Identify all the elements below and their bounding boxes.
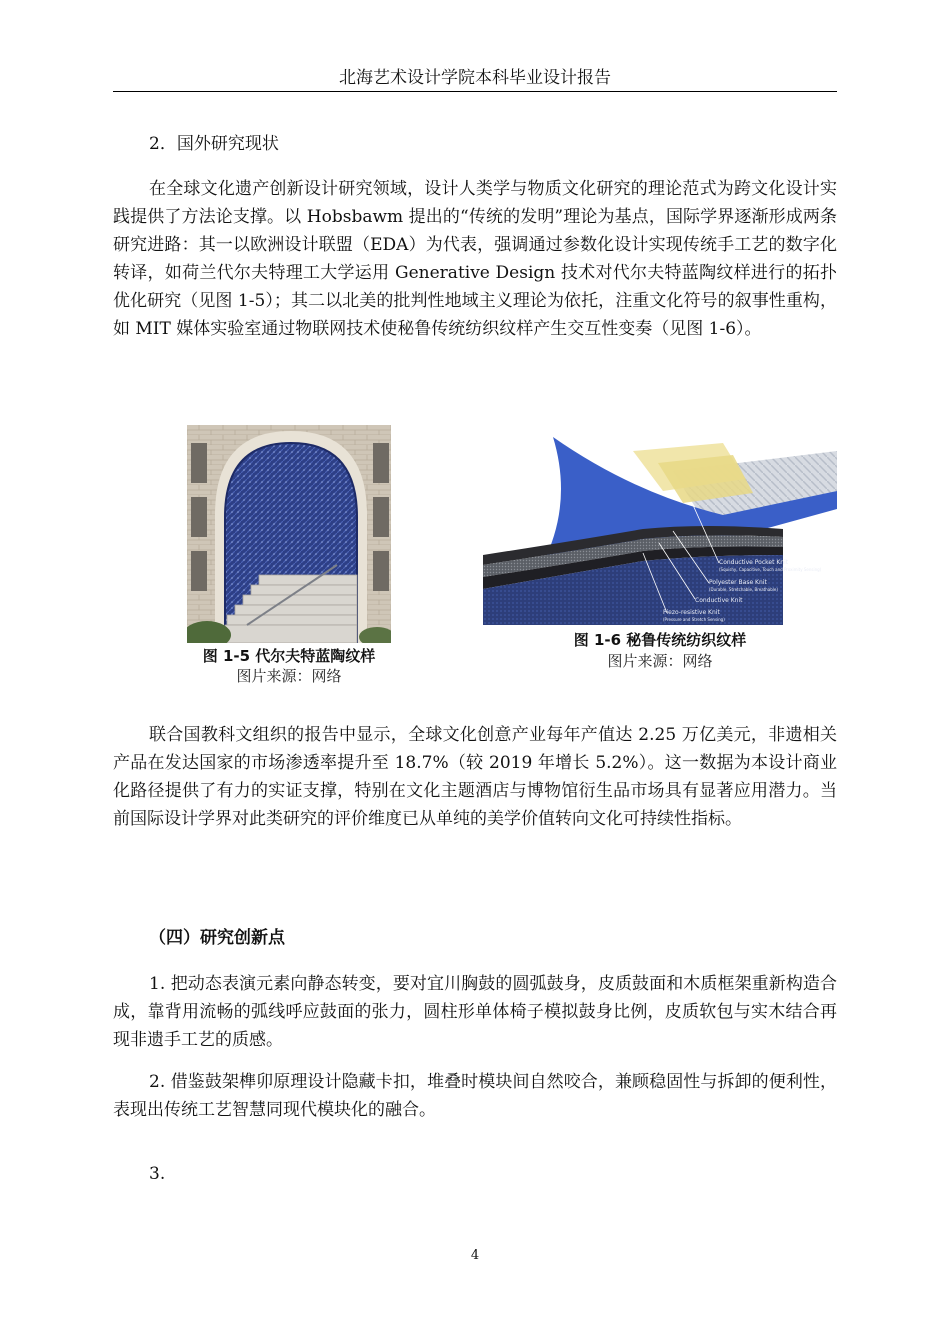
label-piezo-resistive-knit-detail: (Pressure and Stretch Sensing)	[663, 617, 725, 622]
section-heading-innovation: （四）研究创新点	[149, 928, 285, 948]
figure-1-6-source: 图片来源：网络	[607, 652, 713, 670]
label-polyester-base-knit-detail: (Durable, Stretchable, Breathable)	[709, 587, 778, 592]
textile-label-4	[663, 609, 725, 623]
page-number: 4	[470, 1248, 480, 1263]
innovation-point-2: 2. 借鉴鼓架榫卯原理设计隐藏卡扣，堆叠时模块间自然咬合，兼顾稳固性与拆卸的便利性，表现出传统工艺智慧同现代模块化的融合。	[113, 1072, 837, 1120]
figure-peruvian-textile-layers	[483, 433, 837, 625]
label-conductive-pocket-knit: Conductive Pocket Knit	[719, 559, 789, 566]
label-conductive-pocket-knit-detail: (Squishy, Capacitive, Touch and Proximity Sensing)	[719, 567, 822, 572]
innovation-point-1: 1. 把动态表演元素向静态转变，要对宜川胸鼓的圆弧鼓身，皮质鼓面和木质框架重新构造合成，靠背用流畅的弧线呼应鼓面的张力，圆柱形单体椅子模拟鼓身比例，皮质软包与实木结合再现非遗手工艺的质感。	[113, 974, 837, 1050]
figure-1-5-source: 图片来源：网络	[236, 667, 342, 685]
header-rule	[113, 91, 837, 92]
section-heading-international: 2．国外研究现状	[149, 134, 279, 154]
label-piezo-resistive-knit: Piezo-resistive Knit	[663, 609, 720, 616]
delft-arch-illustration	[187, 425, 391, 643]
paragraph-market-data: 联合国教科文组织的报告中显示，全球文化创意产业每年产值达 2.25 万亿美元，非遗相关产品在发达国家的市场渗透率提升至 18.7%（较 2019 年增长 5.2%）。这一数据为本设计商业化路径提供了有力的实证支撑，特别在文化主题酒店与博物馆衍生品市场具有显著应用潜力。当前国际设计学界对此类研究的评价维度已从单纯的美学价值转向文化可持续性指标。	[113, 725, 837, 829]
figure-1-6-caption: 图 1-6 秘鲁传统纺织纹样	[573, 631, 747, 649]
figure-delft-blue-arch	[187, 425, 391, 643]
running-header: 北海艺术设计学院本科毕业设计报告	[339, 68, 611, 88]
textile-label-2	[709, 579, 778, 593]
label-polyester-base-knit: Polyester Base Knit	[709, 579, 767, 586]
paragraph-international-research: 在全球文化遗产创新设计研究领域，设计人类学与物质文化研究的理论范式为跨文化设计实践提供了方法论支撑。以 Hobsbawm 提出的“传统的发明”理论为基点，国际学界逐渐形成两条研究进路：其一以欧洲设计联盟（EDA）为代表，强调通过参数化设计实现传统手工艺的数字化转译，如荷兰代尔夫特理工大学运用 Generative Design 技术对代尔夫特蓝陶纹样进行的拓扑优化研究（见图 1-5）；其二以北美的批判性地域主义理论为依托，注重文化符号的叙事性重构，如 MIT 媒体实验室通过物联网技术使秘鲁传统纺织纹样产生交互性变奏（见图 1-6）。	[113, 179, 837, 339]
label-conductive-knit: Conductive Knit	[695, 597, 743, 604]
textile-layers-illustration	[483, 433, 837, 625]
innovation-point-3: 3.	[149, 1164, 166, 1184]
figure-1-5-caption: 图 1-5 代尔夫特蓝陶纹样	[202, 647, 376, 665]
textile-label-3	[695, 597, 743, 604]
textile-label-1	[719, 559, 821, 573]
